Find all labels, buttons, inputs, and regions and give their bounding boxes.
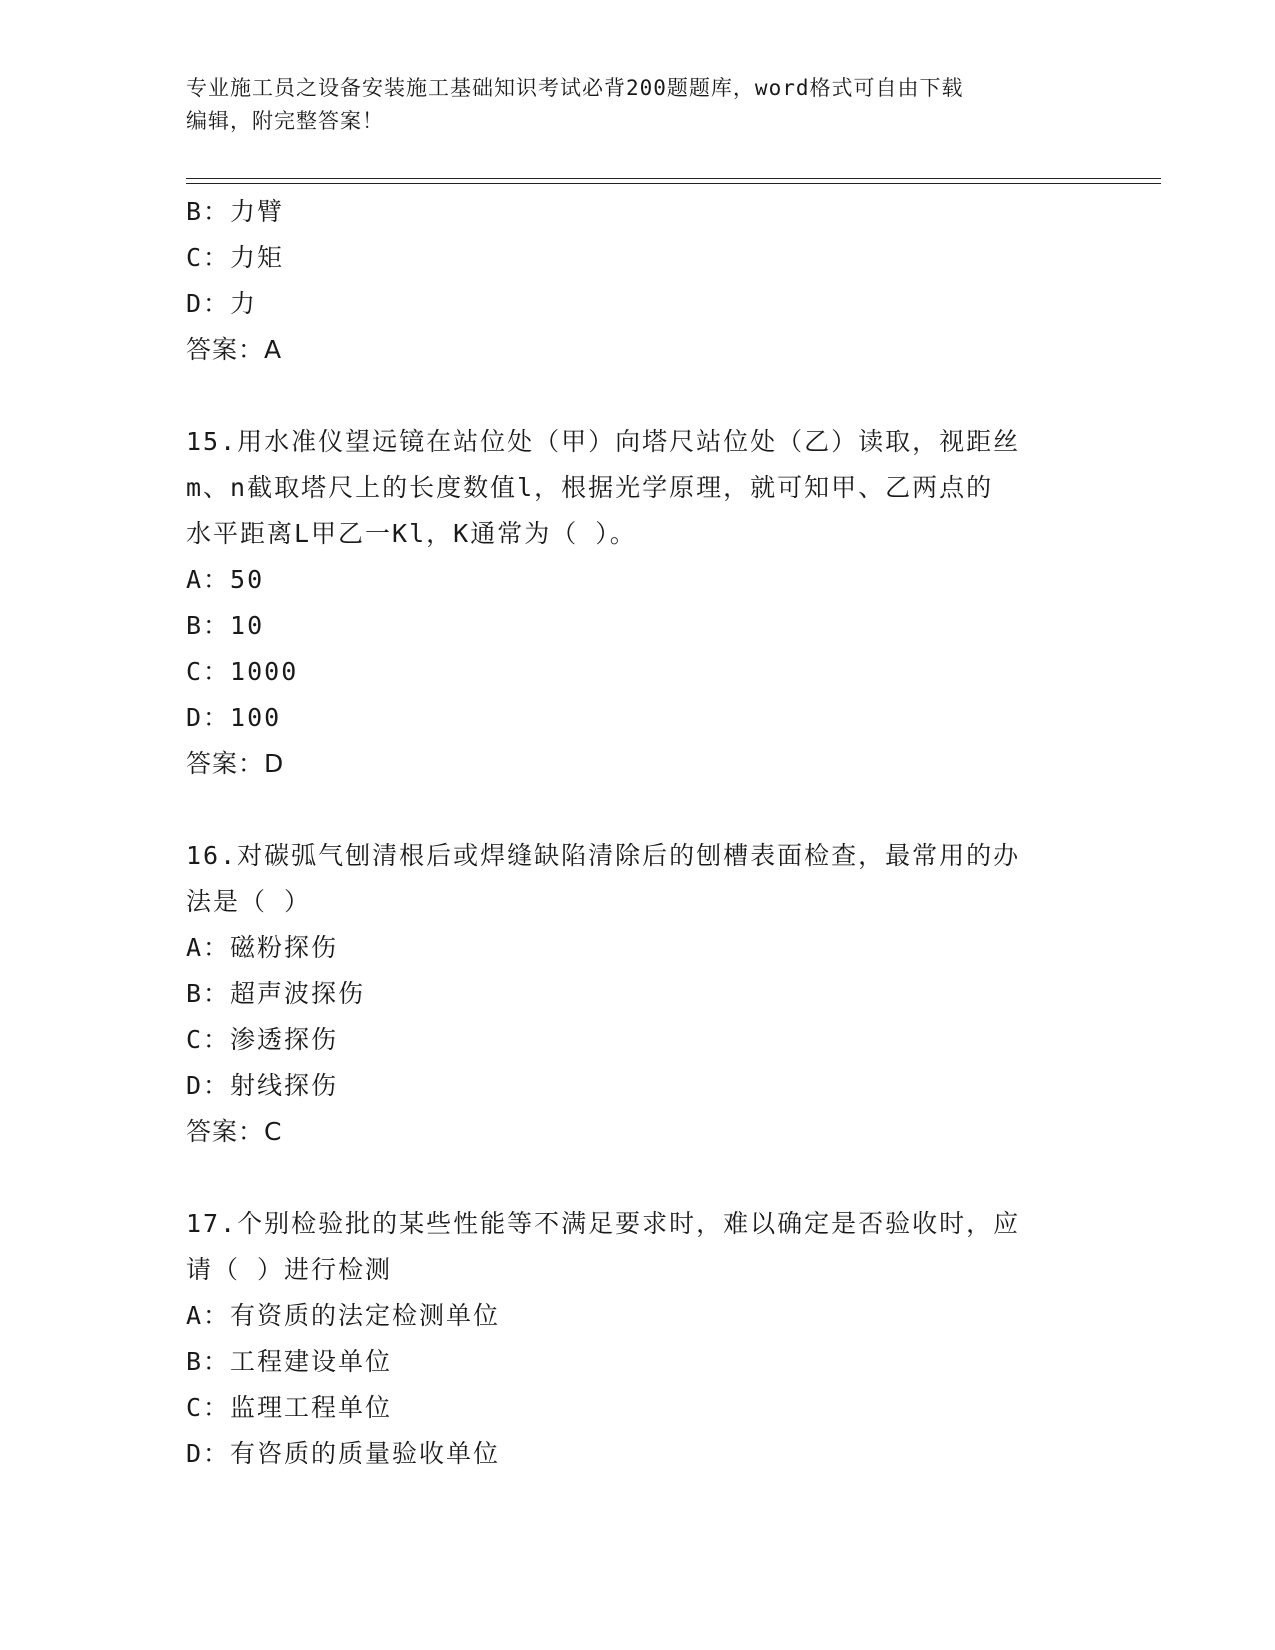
question-stem-line: 水平距离L甲乙一Kl，K通常为（ ）。 [186,519,637,548]
spacer [186,1155,1086,1201]
header-divider-top [186,178,1161,179]
option-b: B：力臂 [186,197,285,226]
option-b: B：超声波探伤 [186,979,366,1008]
option-b: B：10 [186,611,265,640]
question-stem-line: 16.对碳弧气刨清根后或焊缝缺陷清除后的刨槽表面检查，最常用的办 [186,841,1021,870]
question-content [186,189,1086,1477]
header-title-line-1: 专业施工员之设备安装施工基础知识考试必背200题题库，word格式可自由下载 [186,76,964,100]
spacer [186,787,1086,833]
option-b: B：工程建设单位 [186,1347,393,1376]
question-block-16 [186,833,1086,1155]
option-a: A：磁粉探伤 [186,933,339,962]
question-stem-line: 法是（ ） [186,887,312,916]
header-title-line-2: 编辑，附完整答案！ [186,109,384,133]
answer-line: 答案：C [186,1117,283,1146]
option-a: A：50 [186,565,265,594]
option-c: C：监理工程单位 [186,1393,393,1422]
option-d: D：射线探伤 [186,1071,339,1100]
question-stem-line: m、n截取塔尺上的长度数值l，根据光学原理，就可知甲、乙两点的 [186,473,994,502]
spacer [186,373,1086,419]
option-c: C：1000 [186,657,299,686]
option-d: D：力 [186,289,258,318]
question-block-15 [186,419,1086,787]
option-d: D：100 [186,703,282,732]
question-stem-line: 17.个别检验批的某些性能等不满足要求时，难以确定是否验收时，应 [186,1209,1021,1238]
option-c: C：渗透探伤 [186,1025,339,1054]
option-a: A：有资质的法定检测单位 [186,1301,501,1330]
question-stem-line: 请（ ）进行检测 [186,1255,393,1284]
header-divider-bottom [186,183,1161,184]
option-c: C：力矩 [186,243,285,272]
question-block-17 [186,1201,1086,1477]
question-block-14 [186,189,1086,373]
question-stem-line: 15.用水准仪望远镜在站位处（甲）向塔尺站位处（乙）读取，视距丝 [186,427,1021,456]
option-d: D：有咨质的质量验收单位 [186,1439,501,1468]
document-header [186,72,1086,138]
answer-line: 答案：D [186,749,285,778]
answer-line: 答案：A [186,335,283,364]
